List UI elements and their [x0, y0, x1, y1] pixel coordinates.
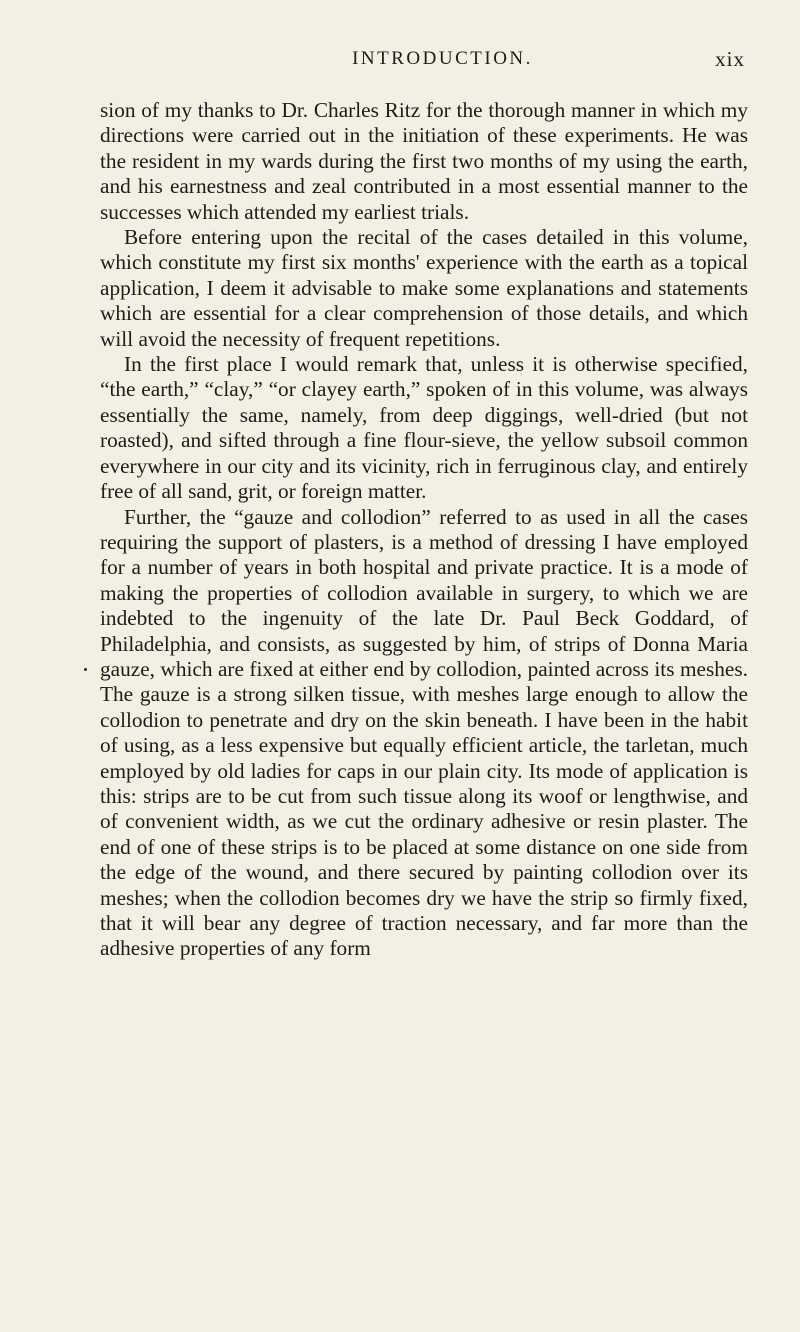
page-number: xix [715, 47, 745, 71]
paragraph-gauze-collodion: Further, the “gauze and collodion” referred to as used in all the cases requiring the support of plasters, is a method of dressing I have employed for a number of years in both hospital and private practice. It is a mode of making the properties of collodion available in surgery, to which we are indebted to the ingenuity of the late Dr. Paul Beck Goddard, of Philadelphia, and consists, as suggested by him, of strips of Donna Maria gauze, which are fixed at either end by collodion, painted across its meshes. The gauze is a strong silken tissue, with meshes large enough to allow the collodion to penetrate and dry on the skin beneath. I have been in the habit of using, as a less expensive but equally efficient article, the tarletan, much employed by old ladies for caps in our plain city. Its mode of application is this: strips are to be cut from such tissue along its woof or lengthwise, and of convenient width, as we cut the ordinary adhesive or resin plaster. The end of one of these strips is to be placed at some distance on one side from the edge of the wound, and there secured by painting collodion over its meshes; when the collodion becomes dry we have the strip so firmly fixed, that it will bear any degree of traction necessary, and far more than the adhesive properties of any form [100, 504, 748, 961]
chapter-title: INTRODUCTION. [352, 48, 533, 69]
ink-speck [84, 668, 87, 671]
running-head [100, 44, 745, 74]
paragraph-continuation: sion of my thanks to Dr. Charles Ritz for the thorough manner in which my directions were carried out in the initiation of these experiments. He was the resident in my wards during the first two months of my using the earth, and his earnestness and zeal contributed in a most essential manner to the successes which attended my earliest trials. [100, 98, 748, 224]
paragraph-recital: Before entering upon the recital of the cases detailed in this volume, which constitute my first six months' experience with the earth as a topical application, I deem it advisable to make some explanations and statements which are essential for a clear comprehension of those details, and which will avoid the necessity of frequent repetitions. [100, 225, 748, 351]
paragraph-earth-definition: In the first place I would remark that, unless it is otherwise specified, “the earth,” “clay,” “or clayey earth,” spoken of in this volume, was always essentially the same, namely, from deep diggings, well-dried (but not roasted), and sifted through a fine flour-sieve, the yellow subsoil common everywhere in our city and its vicinity, rich in ferruginous clay, and entirely free of all sand, grit, or foreign matter. [100, 352, 748, 504]
body-text [100, 98, 748, 962]
